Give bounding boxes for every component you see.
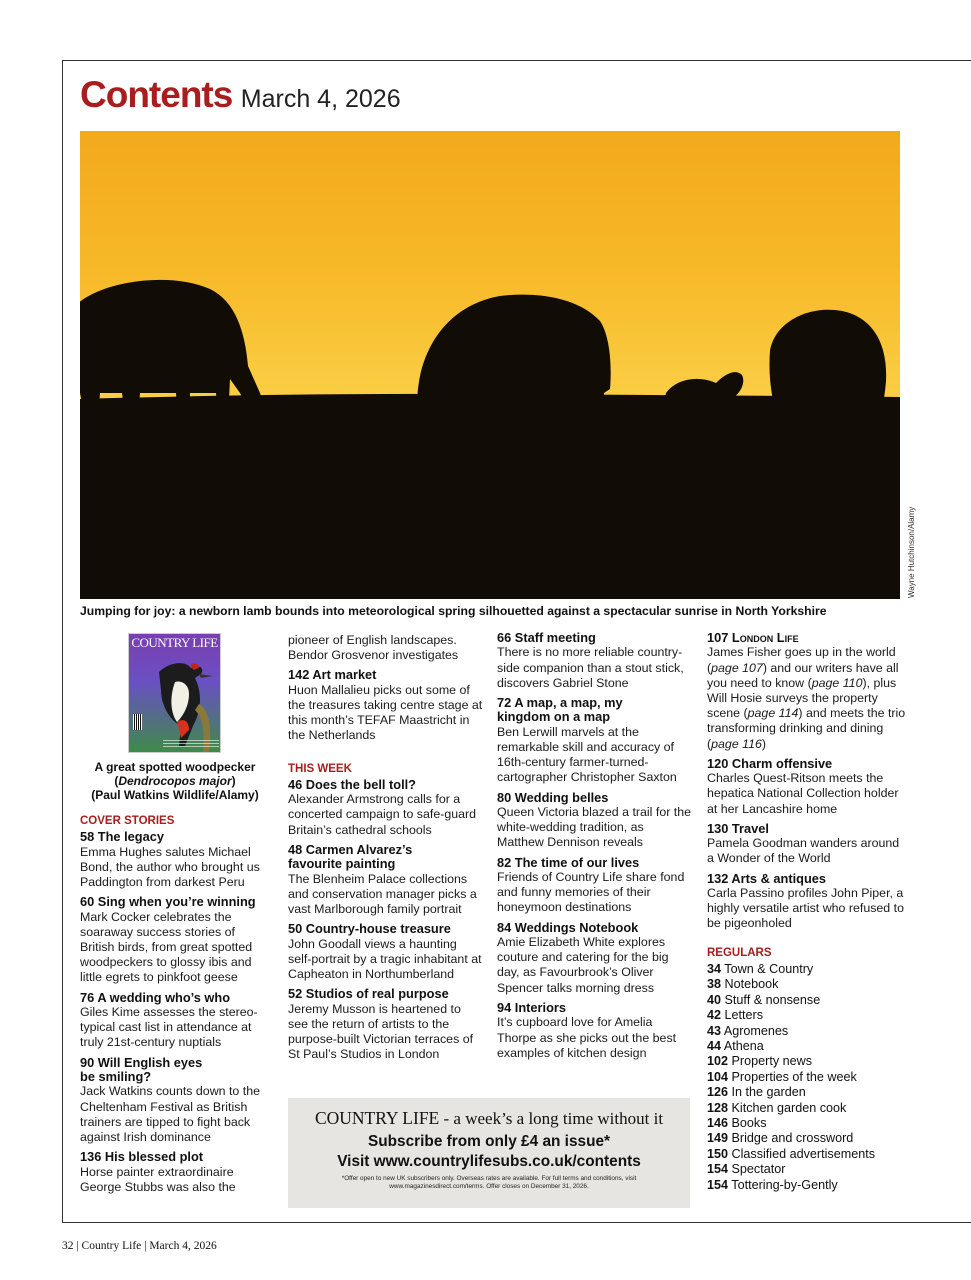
regular-item[interactable] (707, 1101, 907, 1116)
toc-item-title: 84 Weddings Notebook (497, 919, 639, 935)
regular-page: 150 (707, 1146, 729, 1161)
regular-page: 149 (707, 1131, 729, 1146)
regular-item[interactable] (707, 993, 907, 1008)
section-this-week: THIS WEEK (288, 762, 352, 775)
regular-item[interactable] (707, 1039, 907, 1054)
toc-item-desc: It’s cupboard love for Amelia Thorpe as she picks out the best examples of kitchen design (497, 1015, 677, 1060)
page-ref: page 107 (711, 660, 763, 675)
toc-item-title: 94 Interiors (497, 999, 566, 1015)
regular-page: 102 (707, 1054, 729, 1069)
regular-item[interactable] (707, 1070, 907, 1085)
toc-item[interactable] (497, 631, 692, 691)
column-2 (288, 633, 483, 1063)
regular-title: Athena (723, 1038, 764, 1053)
toc-item-title: 76 A wedding who’s who (80, 989, 231, 1005)
toc-item-desc: Friends of Country Life share fond and funny memories of their honeymoon destinations (497, 870, 685, 915)
toc-item-title: 107 London Life (707, 630, 799, 645)
regular-page: 154 (707, 1177, 729, 1192)
toc-item[interactable] (497, 696, 692, 786)
regular-title: Bridge and crossword (731, 1131, 854, 1146)
regulars-list (707, 962, 907, 1193)
toc-item[interactable] (288, 987, 483, 1062)
regular-title: Notebook (724, 977, 779, 992)
subscribe-offer: Subscribe from only £4 an issue* (367, 1133, 611, 1150)
toc-item[interactable] (707, 822, 907, 867)
regular-item[interactable] (707, 1024, 907, 1039)
cover-caption-line3: (Paul Watkins Wildlife/Alamy) (91, 788, 259, 802)
regular-item[interactable] (707, 1054, 907, 1069)
toc-item[interactable] (707, 757, 907, 817)
toc-item-title-line1: 90 Will English eyes (80, 1054, 203, 1070)
sheep-right (769, 310, 886, 449)
toc-item[interactable] (497, 921, 692, 996)
issue-date: March 4, 2026 (240, 85, 401, 113)
woodpecker-illustration (129, 634, 221, 753)
toc-item-title-line2: be smiling? (80, 1069, 152, 1085)
cover-caption (80, 760, 270, 802)
toc-item-title: 136 His blessed plot (80, 1149, 204, 1165)
regular-page: 128 (707, 1100, 729, 1115)
toc-item[interactable] (80, 895, 272, 985)
toc-item-title-line2: kingdom on a map (497, 709, 611, 725)
column-3 (497, 631, 692, 1061)
regular-title: Letters (724, 1008, 764, 1023)
cover-barcode (133, 714, 142, 730)
column-4 (707, 631, 907, 1193)
regular-title: Agromenes (723, 1023, 789, 1038)
toc-item-title: 120 Charm offensive (707, 755, 833, 771)
cover-caption-line2: (Dendrocopos major) (114, 774, 236, 788)
regular-item[interactable] (707, 962, 907, 977)
desc-part: ) and meets the trio transforming drinking and dining ( (707, 706, 906, 751)
toc-item[interactable] (497, 1001, 692, 1061)
toc-item-desc: John Goodall views a haunting self-portrait by a tragic inhabitant at Capheaton in Northumberland (288, 936, 482, 982)
toc-item-desc (707, 645, 907, 751)
toc-item-desc: Jeremy Musson is heartened to see the return of artists to the purpose-built Victorian terraces of St Paul’s Studios in London (288, 1001, 474, 1062)
regular-page: 126 (707, 1085, 729, 1100)
toc-item-title: 130 Travel (707, 820, 769, 836)
cover-masthead: COUNTRY LIFE (131, 635, 218, 650)
desc-part: ) (761, 736, 767, 751)
ground-silhouette (80, 394, 900, 599)
subscribe-link[interactable]: Visit www.countrylifesubs.co.uk/contents (337, 1153, 641, 1170)
toc-item-desc: Pamela Goodman wanders around a Wonder of the World (707, 836, 900, 866)
toc-item-desc: There is no more reliable country-side companion than a stout stick, discovers Gabriel Stone (497, 645, 684, 690)
toc-item[interactable] (288, 778, 483, 838)
regular-page: 38 (707, 977, 722, 992)
regular-page: 154 (707, 1162, 729, 1177)
regular-page: 43 (707, 1023, 722, 1038)
regular-page: 40 (707, 992, 722, 1007)
sheep-silhouette-illustration (80, 131, 900, 599)
subscribe-terms: *Offer open to new UK subscribers only. Overseas rates are available. For full terms and conditions, visit www.magazinesdirect.com/terms. Offer closes on December 31, 2026. (341, 1175, 637, 1190)
toc-item-title: 50 Country-house treasure (288, 921, 451, 937)
toc-item-desc: Alexander Armstrong calls for a concerted campaign to safe-guard Britain’s cathedral schools (288, 792, 477, 837)
toc-item-title: 142 Art market (288, 667, 377, 683)
regular-title: Tottering-by-Gently (731, 1177, 838, 1192)
toc-item-title-line2: favourite painting (288, 856, 396, 872)
toc-item[interactable] (707, 872, 907, 932)
regular-page: 104 (707, 1069, 729, 1084)
toc-item[interactable] (288, 843, 483, 917)
photo-credit: Wayne Hutchinson/Alamy (907, 506, 916, 598)
toc-item-title: 58 The legacy (80, 829, 164, 845)
regular-item[interactable] (707, 1147, 907, 1162)
desc-part: ) and our writers have all you need to know ( (707, 660, 899, 690)
regular-title: Properties of the week (731, 1069, 857, 1084)
subscribe-tagline: - a week’s a long time without it (439, 1109, 664, 1128)
section-cover-stories: COVER STORIES (80, 815, 175, 827)
toc-item-desc: Giles Kime assesses the stereo-typical cast list in attendance at truly 21st-century nuptials (80, 1005, 258, 1050)
cover-caption-latin: Dendrocopos major (118, 774, 232, 788)
toc-item-desc: Ben Lerwill marvels at the remarkable skill and accuracy of 16th-century farmer-turned-cartographer Christopher Saxton (497, 724, 677, 785)
column-1 (80, 814, 272, 1195)
regular-item[interactable] (707, 1131, 907, 1146)
page-ref: page 110 (811, 675, 863, 690)
regular-title: Kitchen garden cook (731, 1100, 847, 1115)
subscribe-brand: COUNTRY LIFE (314, 1108, 440, 1128)
regular-item[interactable] (707, 1085, 907, 1100)
toc-item-title: 132 Arts & antiques (707, 870, 827, 886)
cover-caption-line1: A great spotted woodpecker (94, 760, 256, 774)
regular-item[interactable] (707, 1008, 907, 1023)
page-footer: 32 | Country Life | March 4, 2026 (62, 1240, 217, 1252)
toc-item-title: 82 The time of our lives (497, 854, 640, 870)
toc-item[interactable] (80, 1056, 272, 1146)
toc-item-desc-continued: pioneer of English landscapes. Bendor Grosvenor investigates (288, 633, 459, 663)
desc-part: ), plus Will Hosie surveys the property scene ( (707, 675, 897, 721)
toc-item[interactable] (497, 856, 692, 916)
regular-page: 44 (707, 1038, 722, 1053)
cover-strapline-graphic (163, 738, 219, 748)
section-regulars: REGULARS (707, 946, 772, 959)
toc-item-title: 46 Does the bell toll? (288, 776, 416, 792)
regular-item[interactable] (707, 977, 907, 992)
toc-item[interactable] (80, 991, 272, 1051)
toc-item-title: 52 Studios of real purpose (288, 986, 449, 1002)
toc-item[interactable] (288, 922, 483, 982)
toc-item-desc: Horse painter extraordinaire George Stubbs was also the (80, 1164, 236, 1194)
toc-item-desc: Charles Quest-Ritson meets the hepatica National Collection holder at her Lancashire home (707, 771, 899, 816)
toc-item-title: 66 Staff meeting (497, 630, 596, 645)
toc-item-desc: Jack Watkins counts down to the Cheltenham Festival as British trainers are tipped to fight back against Irish dominance (80, 1084, 260, 1145)
desc-part: James Fisher goes up in the world ( (707, 645, 896, 675)
regular-title: Town & Country (724, 961, 814, 976)
regular-title: Stuff & nonsense (724, 992, 821, 1007)
toc-item-desc: Mark Cocker celebrates the soaraway success stories of British birds, from great spotted woodpeckers to glossy ibis and little egrets to pinkfoot geese (80, 909, 253, 985)
magazine-cover-thumbnail[interactable] (128, 633, 221, 753)
regular-title: Books (731, 1115, 767, 1130)
regular-title: Classified advertisements (731, 1146, 876, 1161)
toc-item[interactable] (707, 631, 907, 752)
regular-title: Spectator (731, 1162, 786, 1177)
regular-item[interactable] (707, 1178, 907, 1193)
regular-item[interactable] (707, 1162, 907, 1177)
toc-item-desc: Carla Passino profiles John Piper, a highly versatile artist who refused to be pigeonholed (707, 886, 904, 931)
toc-item-desc: Emma Hughes salutes Michael Bond, the author who brought us Paddington from darkest Peru (80, 844, 260, 890)
toc-item-title-line1: 48 Carmen Alvarez’s (288, 841, 413, 857)
toc-item-title: 80 Wedding belles (497, 789, 609, 805)
toc-item[interactable] (497, 791, 692, 851)
toc-item[interactable] (80, 1150, 272, 1195)
regular-page: 42 (707, 1008, 722, 1023)
subscribe-panel[interactable] (288, 1098, 690, 1208)
regular-page: 146 (707, 1115, 729, 1130)
toc-item-desc: The Blenheim Palace collections and conservation manager picks a vast Marlborough family portrait (288, 871, 477, 917)
toc-item-desc: Amie Elizabeth White explores couture and catering for the big day, as Favourbrook’s Oliver Spencer talks morning dress (497, 935, 669, 995)
toc-item-desc: Queen Victoria blazed a trail for the white-wedding tradition, as Matthew Dennison reveals (497, 805, 692, 850)
hero-photo (80, 131, 900, 599)
toc-item[interactable] (80, 830, 272, 890)
page-ref: page 116 (711, 736, 762, 751)
subscribe-headline (288, 1108, 690, 1129)
regular-item[interactable] (707, 1116, 907, 1131)
page-ref: page 114 (747, 706, 799, 721)
toc-item-title: 60 Sing when you’re winning (80, 894, 256, 910)
regular-title: Property news (731, 1054, 813, 1069)
toc-item[interactable] (288, 668, 483, 743)
toc-item-title-line1: 72 A map, a map, my (497, 695, 623, 711)
toc-item-desc: Huon Mallalieu picks out some of the treasures taking centre stage at this month’s TEFAF Maastricht in the Netherlands (288, 682, 483, 743)
page-heading (80, 74, 401, 116)
regular-page: 34 (707, 961, 722, 976)
regular-title: In the garden (731, 1085, 806, 1100)
photo-caption: Jumping for joy: a newborn lamb bounds into meteorological spring silhouetted against a spectacular sunrise in North Yorkshire (80, 604, 827, 618)
page-title: Contents (80, 74, 233, 115)
